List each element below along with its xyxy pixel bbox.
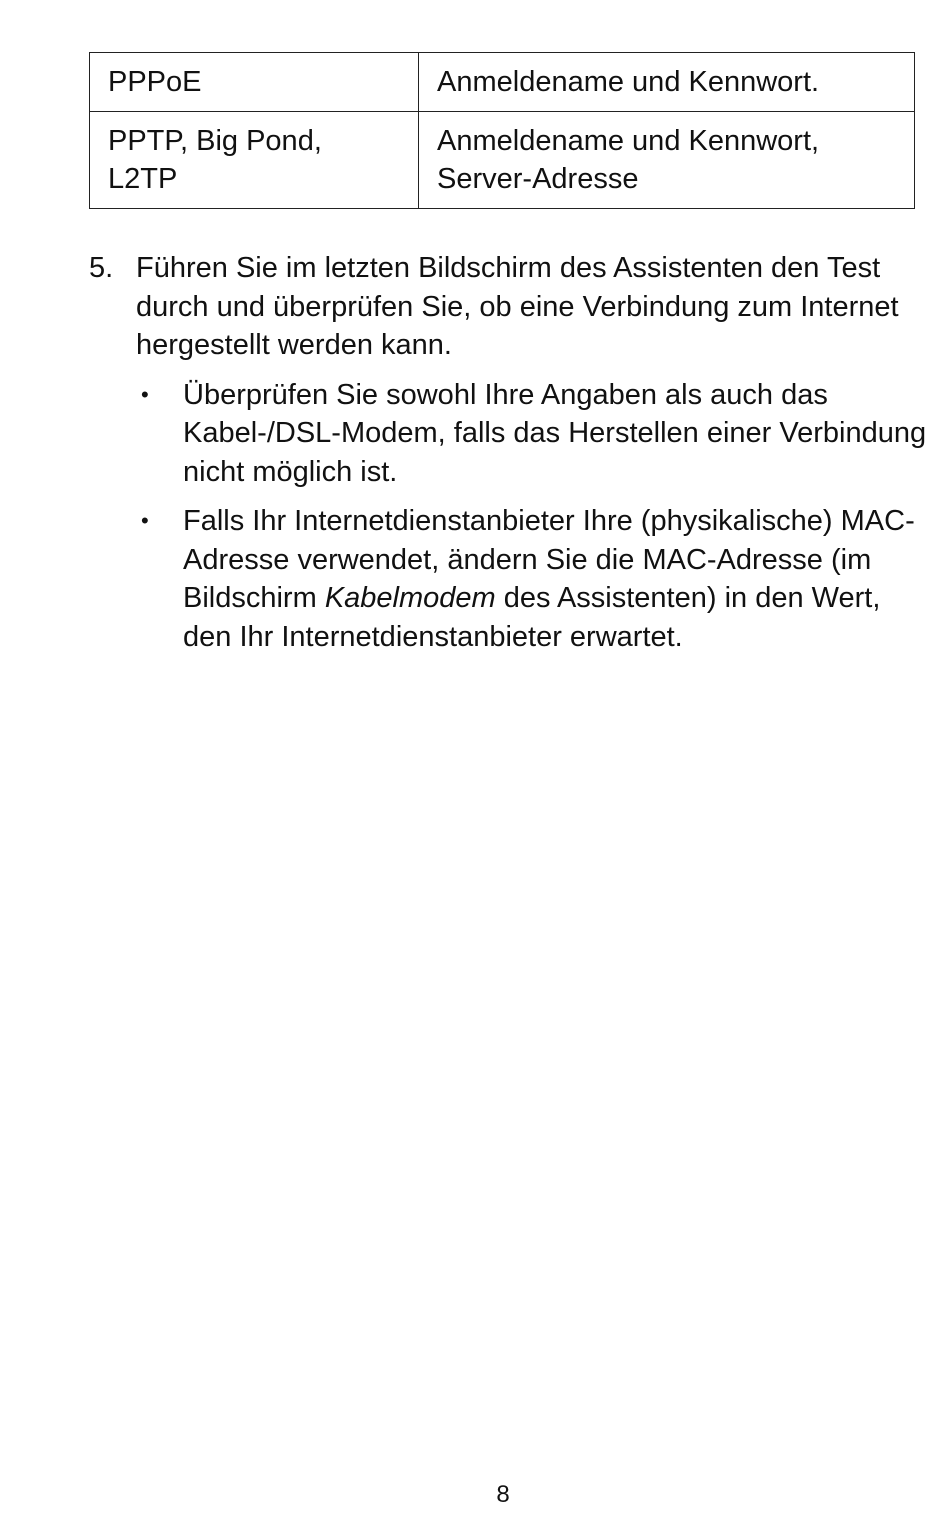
bullet-icon: • xyxy=(141,508,149,533)
connection-type-cell: PPTP, Big Pond, L2TP xyxy=(90,112,419,209)
step-text: Führen Sie im letzten Bildschirm des Assistenten den Test durch und überprüfen Sie, ob eine Verbindung zum Internet hergestellt werden kann. xyxy=(136,252,899,361)
step-5 xyxy=(89,249,929,667)
connection-type-table xyxy=(89,52,915,209)
page-number: 8 xyxy=(496,1481,510,1508)
bullet-text: Überprüfen Sie sowohl Ihre Angaben als auch das Kabel-/DSL-Modem, falls das Herstellen einer Verbindung nicht möglich ist. xyxy=(183,378,927,488)
requirement-cell: Anmeldename und Kennwort. xyxy=(419,53,915,112)
bullet-text-after: des Assistenten) in den Wert, den Ihr Internetdienstanbieter erwartet. xyxy=(183,582,881,653)
screen-name-emphasis: Kabelmodem xyxy=(324,582,496,614)
connection-type-cell: PPPoE xyxy=(90,53,419,112)
table-row xyxy=(90,53,915,112)
bullet-list xyxy=(136,376,929,657)
list-item xyxy=(136,502,929,656)
bullet-text-before: Falls Ihr Internetdienstanbieter Ihre (physikalische) MAC-Adresse verwendet, ändern Sie die MAC-Adresse (im Bildschirm xyxy=(183,505,915,614)
requirement-cell: Anmeldename und Kennwort, Server-Adresse xyxy=(419,112,915,209)
bullet-icon: • xyxy=(141,381,149,407)
list-item xyxy=(136,376,929,492)
table-row xyxy=(90,112,915,209)
step-number: 5. xyxy=(89,252,114,284)
